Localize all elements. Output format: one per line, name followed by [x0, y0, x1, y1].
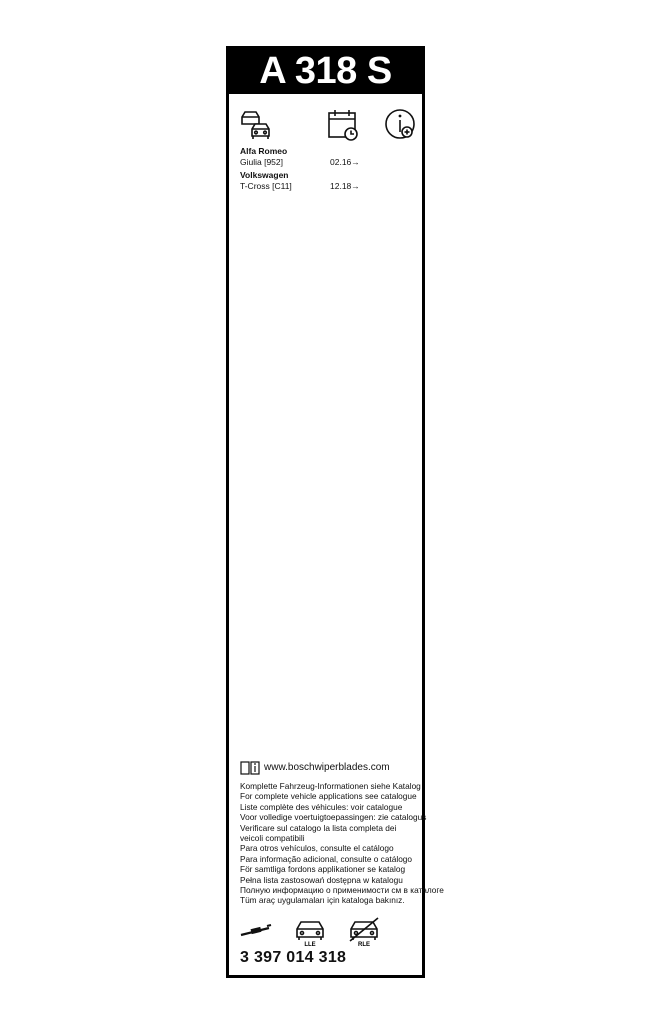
catalogue-info [240, 761, 444, 906]
catalogue-note-tr: Tüm araç uygulamaları için kataloga bakınız. [240, 895, 405, 906]
vehicle-model: T-Cross [C11] [240, 180, 292, 191]
catalogue-note-pt: Para informação adicional, consulte o catálogo [240, 853, 413, 864]
vehicle-icon [239, 109, 273, 141]
catalogue-note-it: Verificare sul catalogo la lista completa dei veicoli compatibili [240, 822, 397, 844]
vehicle-model-row [240, 157, 414, 168]
vehicle-model-row [240, 181, 414, 192]
wiper-blade-icon [239, 923, 273, 939]
product-code-header: A 318 S [229, 49, 422, 94]
calendar-icon [327, 108, 361, 142]
icon-row [229, 107, 422, 143]
vehicle-date: 02.16→ [330, 156, 360, 167]
application-entry [240, 170, 414, 191]
catalogue-book-icon [240, 761, 260, 775]
lle-car-icon [293, 917, 327, 947]
product-label [226, 46, 444, 978]
vehicle-make: Alfa Romeo [240, 146, 288, 156]
catalogue-note-pl: Pełna lista zastosowań dostępna w katalogu [240, 874, 403, 885]
vehicle-date: 12.18→ [330, 180, 360, 191]
catalogue-note-sv: För samtliga fordons applikationer se katalog [240, 864, 406, 875]
vehicle-model: Giulia [952] [240, 156, 283, 167]
part-number: 3 397 014 318 [240, 949, 347, 966]
info-plus-icon [383, 107, 419, 143]
website-url[interactable]: www.boschwiperblades.com [264, 761, 390, 773]
lle-label: LLE [304, 942, 316, 947]
vehicle-applications [240, 146, 414, 191]
website-row [240, 761, 416, 775]
catalogue-note-fr: Liste complète des véhicules: voir catalogue [240, 801, 403, 812]
catalogue-note-ru: Полную информацию о применимости см в каталоге [240, 885, 444, 896]
application-entry [240, 146, 414, 167]
catalogue-note-de: Komplette Fahrzeug-Informationen siehe Katalog [240, 781, 421, 791]
rle-car-icon [347, 917, 381, 947]
compatibility-icons [239, 917, 414, 947]
rle-label: RLE [358, 942, 370, 947]
vehicle-make: Volkswagen [240, 170, 289, 180]
catalogue-note-es: Para otros vehículos, consulte el catálogo [240, 843, 394, 854]
catalogue-note-en: For complete vehicle applications see catalogue [240, 791, 417, 802]
catalogue-note-nl: Voor volledige voertuigtoepassingen: zie catalogus [240, 812, 427, 823]
